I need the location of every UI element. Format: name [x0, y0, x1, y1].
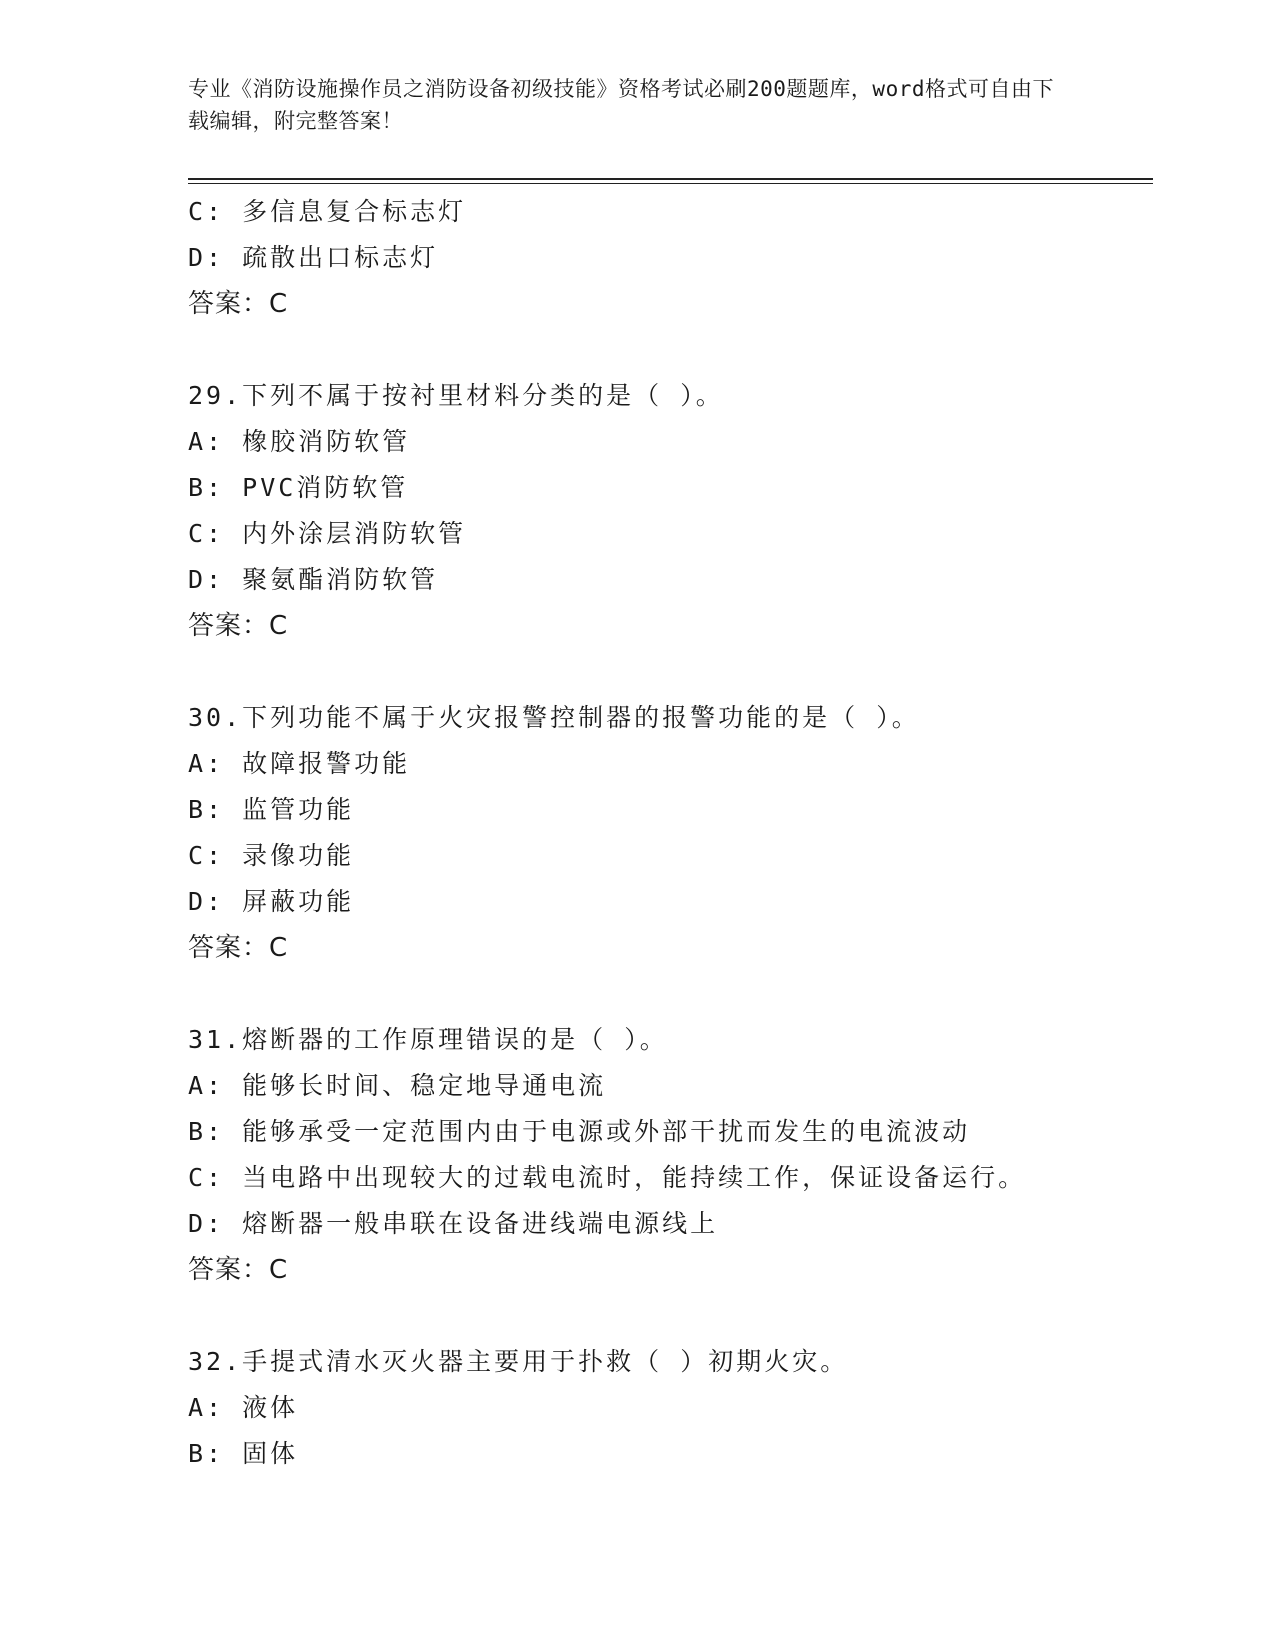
question-stem: 31.熔断器的工作原理错误的是（ ）。 [188, 1025, 668, 1054]
option-b: B: 能够承受一定范围内由于电源或外部干扰而发生的电流波动 [188, 1117, 971, 1146]
option-a: A: 故障报警功能 [188, 749, 411, 778]
answer: 答案：C [188, 933, 289, 963]
option-c: C: 录像功能 [188, 841, 355, 870]
question-stem: 29.下列不属于按衬里材料分类的是（ ）。 [188, 381, 724, 410]
option-d: D: 聚氨酯消防软管 [188, 565, 439, 594]
option-a: A: 橡胶消防软管 [188, 427, 411, 456]
question-stem: 30.下列功能不属于火灾报警控制器的报警功能的是（ ）。 [188, 703, 920, 732]
option-b: B: 固体 [188, 1439, 299, 1468]
question-28-tail [188, 189, 1148, 327]
option-c: C: 内外涂层消防软管 [188, 519, 467, 548]
header-divider-thin [188, 183, 1153, 184]
answer: 答案：C [188, 289, 289, 319]
option-b: B: PVC消防软管 [188, 473, 409, 502]
option-b: B: 监管功能 [188, 795, 355, 824]
answer: 答案：C [188, 1255, 289, 1285]
option-d: D: 屏蔽功能 [188, 887, 355, 916]
option-a: A: 能够长时间、稳定地导通电流 [188, 1071, 607, 1100]
question-29 [188, 373, 1148, 649]
header-divider-thick [188, 178, 1153, 180]
option-d: D: 熔断器一般串联在设备进线端电源线上 [188, 1209, 719, 1238]
question-list [188, 189, 1148, 1477]
answer: 答案：C [188, 611, 289, 641]
question-31 [188, 1017, 1148, 1293]
question-32 [188, 1339, 1148, 1477]
option-d: D: 疏散出口标志灯 [188, 243, 439, 272]
document-header: 专业《消防设施操作员之消防设备初级技能》资格考试必刷200题题库，word格式可自由下载编辑，附完整答案！ [188, 77, 1054, 133]
question-stem: 32.手提式清水灭火器主要用于扑救（ ）初期火灾。 [188, 1347, 849, 1376]
option-a: A: 液体 [188, 1393, 299, 1422]
option-c: C: 多信息复合标志灯 [188, 197, 467, 226]
option-c: C: 当电路中出现较大的过载电流时，能持续工作，保证设备运行。 [188, 1163, 1027, 1192]
question-30 [188, 695, 1148, 971]
